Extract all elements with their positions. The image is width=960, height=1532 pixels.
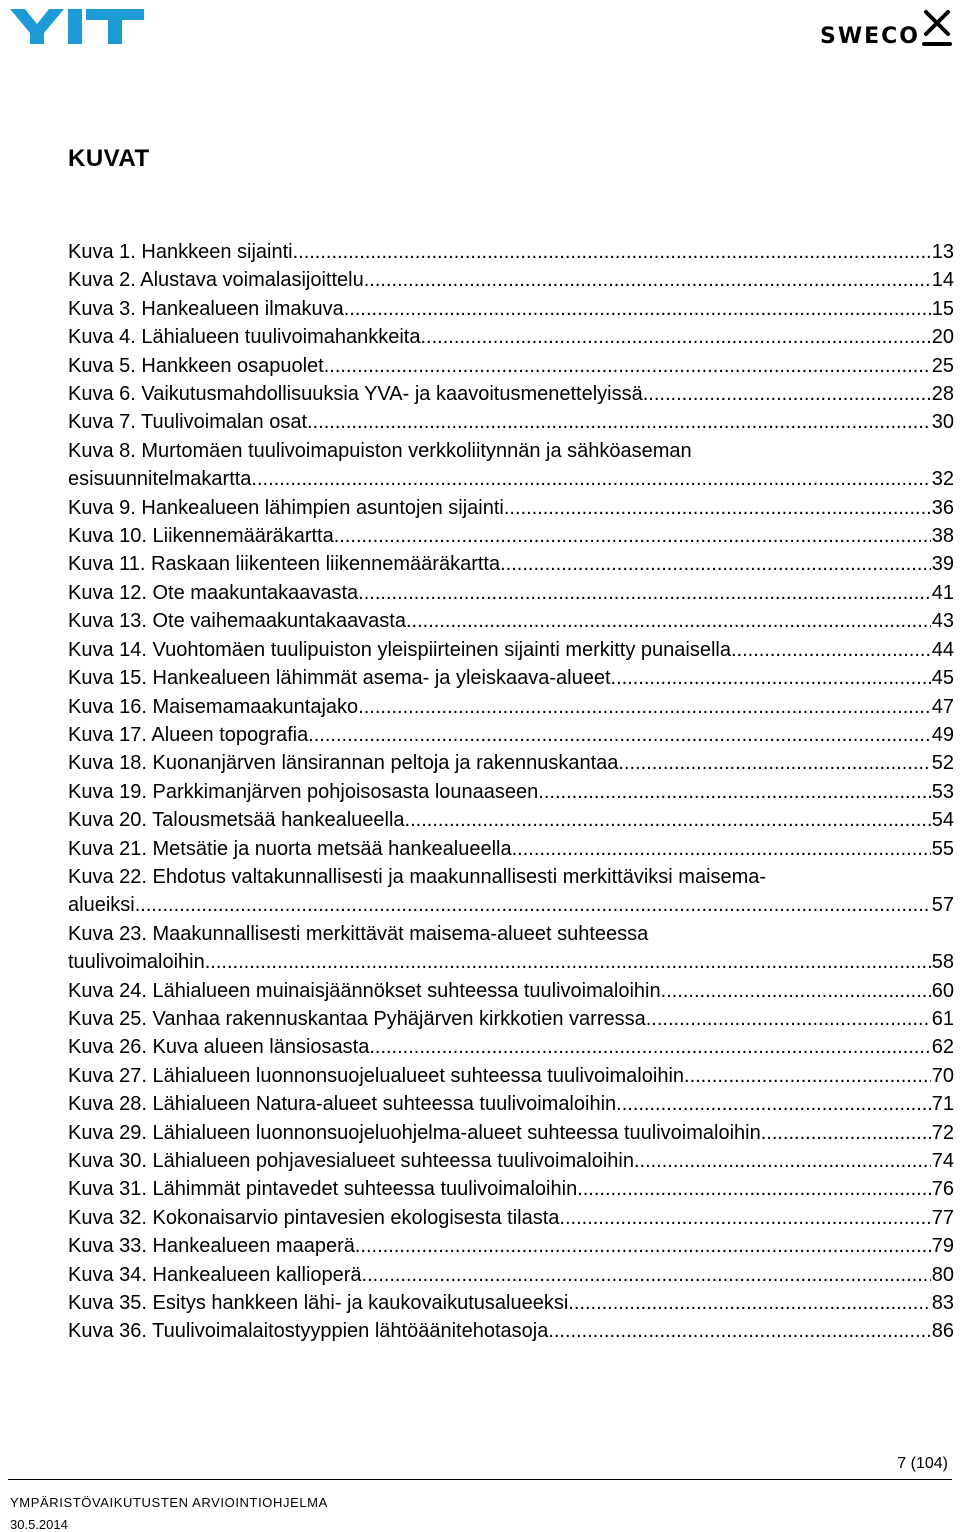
toc-entry-text: Kuva 20. Talousmetsää hankealueella xyxy=(68,809,405,832)
sweco-logo xyxy=(820,8,954,48)
toc-page-number: 52 xyxy=(931,752,954,775)
toc-entry[interactable] xyxy=(68,778,954,806)
toc-entry[interactable] xyxy=(68,863,954,920)
dot-leader xyxy=(731,636,931,664)
sweco-emblem-icon xyxy=(920,8,954,48)
dot-leader xyxy=(640,1147,931,1175)
toc-entry-text: Kuva 19. Parkkimanjärven pohjoisosasta lounaaseen xyxy=(68,780,539,803)
toc-entry[interactable] xyxy=(68,920,954,977)
toc-page-number: 86 xyxy=(931,1320,954,1343)
toc-entry[interactable] xyxy=(68,721,954,749)
toc-page-number: 20 xyxy=(931,326,954,349)
toc-entry-text: Kuva 26. Kuva alueen länsiosasta xyxy=(68,1036,370,1059)
toc-page-number: 60 xyxy=(931,979,954,1002)
dot-leader xyxy=(364,579,931,607)
page-heading: KUVAT xyxy=(68,145,150,172)
toc-entry[interactable] xyxy=(68,408,954,436)
page-number: 7 (104) xyxy=(897,1455,948,1472)
toc-entry-text: Kuva 16. Maisemamaakuntajako. xyxy=(68,695,364,718)
toc-entry-text: Kuva 23. Maakunnallisesti merkittävät maisema-alueet suhteessa xyxy=(68,922,649,945)
toc-entry[interactable] xyxy=(68,266,954,294)
toc-entry[interactable] xyxy=(68,579,954,607)
toc-entry-text: Kuva 22. Ehdotus valtakunnallisesti ja maakunnallisesti merkittäviksi maisema- xyxy=(68,865,767,888)
dot-leader xyxy=(648,380,930,408)
toc-entry-text: Kuva 17. Alueen topografia. xyxy=(68,723,314,746)
dot-leader xyxy=(135,891,931,919)
toc-page-number: 41 xyxy=(931,581,954,604)
dot-leader xyxy=(334,522,931,550)
toc-page-number: 36 xyxy=(931,496,954,519)
toc-entry-text: Kuva 31. Lähimmät pintavedet suhteessa tuulivoimaloihin. xyxy=(68,1178,583,1201)
dot-leader xyxy=(512,835,931,863)
toc-entry[interactable] xyxy=(68,1261,954,1289)
dot-leader xyxy=(369,266,930,294)
toc-entry[interactable] xyxy=(68,437,954,494)
toc-page-number: 49 xyxy=(931,723,954,746)
dot-leader xyxy=(367,1261,931,1289)
toc-entry[interactable] xyxy=(68,380,954,408)
dot-leader xyxy=(646,1005,931,1033)
toc-entry[interactable] xyxy=(68,522,954,550)
toc-entry-text: tuulivoimaloihin. xyxy=(68,951,211,974)
toc-entry-text: Kuva 25. Vanhaa rakennuskantaa Pyhäjärven kirkkotien varressa xyxy=(68,1007,646,1030)
toc-page-number: 25 xyxy=(931,354,954,377)
dot-leader xyxy=(360,1232,930,1260)
toc-entry[interactable] xyxy=(68,977,954,1005)
toc-entry-text: Kuva 21. Metsätie ja nuorta metsää hankealueella xyxy=(68,837,512,860)
dot-leader xyxy=(574,1289,931,1317)
dot-leader xyxy=(538,778,930,806)
toc-entry[interactable] xyxy=(68,749,954,777)
toc-entry[interactable] xyxy=(68,664,954,692)
dot-leader xyxy=(314,721,931,749)
toc-page-number: 79 xyxy=(931,1235,954,1258)
toc-entry[interactable] xyxy=(68,1232,954,1260)
toc-entry-text: Kuva 34. Hankealueen kallioperä. xyxy=(68,1263,368,1286)
toc-entry[interactable] xyxy=(68,636,954,664)
dot-leader xyxy=(298,238,931,266)
toc-page-number: 83 xyxy=(931,1292,954,1315)
toc-page-number: 54 xyxy=(931,809,954,832)
toc-entry[interactable] xyxy=(68,295,954,323)
toc-entry-text: Kuva 4. Lähialueen tuulivoimahankkeita. xyxy=(68,326,427,349)
toc-entry-text: Kuva 27. Lähialueen luonnonsuojelualueet suhteessa tuulivoimaloihin. xyxy=(68,1064,690,1087)
toc-page-number: 44 xyxy=(931,638,954,661)
toc-entry-text: Kuva 35. Esitys hankkeen lähi- ja kaukovaikutusalueeksi. xyxy=(68,1292,574,1315)
toc-entry-text: Kuva 8. Murtomäen tuulivoimapuiston verkkoliitynnän ja sähköaseman xyxy=(68,439,692,462)
toc-page-number: 39 xyxy=(931,553,954,576)
dot-leader xyxy=(583,1175,931,1203)
toc-entry[interactable] xyxy=(68,835,954,863)
toc-entry[interactable] xyxy=(68,1317,954,1345)
toc-entry[interactable] xyxy=(68,1005,954,1033)
dot-leader xyxy=(616,664,931,692)
toc-entry-text: Kuva 12. Ote maakuntakaavasta. xyxy=(68,581,364,604)
toc-entry[interactable] xyxy=(68,1147,954,1175)
toc-page-number: 38 xyxy=(931,525,954,548)
dot-leader xyxy=(329,352,930,380)
toc-entry[interactable] xyxy=(68,607,954,635)
dot-leader xyxy=(690,1062,931,1090)
toc-page-number: 58 xyxy=(931,951,954,974)
toc-entry-text: Kuva 24. Lähialueen muinaisjäännökset suhteessa tuulivoimaloihin. xyxy=(68,979,667,1002)
toc-entry[interactable] xyxy=(68,1289,954,1317)
dot-leader xyxy=(500,550,931,578)
toc-entry-text: Kuva 13. Ote vaihemaakuntakaavasta. xyxy=(68,610,412,633)
toc-page-number: 80 xyxy=(931,1263,954,1286)
toc-page-number: 77 xyxy=(931,1206,954,1229)
dot-leader xyxy=(412,607,931,635)
toc-entry[interactable] xyxy=(68,238,954,266)
toc-entry-text: Kuva 1. Hankkeen sijainti. xyxy=(68,241,299,263)
dot-leader xyxy=(766,1119,930,1147)
toc-page-number: 14 xyxy=(931,269,954,292)
toc-page-number: 30 xyxy=(931,411,954,434)
toc-page-number: 62 xyxy=(931,1036,954,1059)
toc-entry-text: Kuva 5. Hankkeen osapuolet. xyxy=(68,354,330,377)
toc-entry-text: Kuva 14. Vuohtomäen tuulipuiston yleispiirteinen sijainti merkitty punaisella xyxy=(68,638,731,661)
dot-leader xyxy=(369,1033,930,1061)
toc-page-number: 71 xyxy=(931,1093,954,1116)
toc-page-number: 61 xyxy=(931,1007,954,1030)
toc-entry[interactable] xyxy=(68,806,954,834)
toc-entry-text: Kuva 32. Kokonaisarvio pintavesien ekologisesta tilasta. xyxy=(68,1206,565,1229)
footer-divider xyxy=(8,1479,952,1480)
toc-page-number: 70 xyxy=(931,1064,954,1087)
footer-date: 30.5.2014 xyxy=(10,1517,68,1532)
figure-list xyxy=(68,238,954,1346)
toc-entry[interactable] xyxy=(68,550,954,578)
dot-leader xyxy=(509,494,930,522)
toc-page-number: 32 xyxy=(931,468,954,491)
toc-entry[interactable] xyxy=(68,494,954,522)
toc-entry[interactable] xyxy=(68,352,954,380)
toc-entry-text: Kuva 30. Lähialueen pohjavesialueet suhteessa tuulivoimaloihin. xyxy=(68,1150,640,1172)
toc-entry-text: alueiksi xyxy=(68,894,135,917)
sweco-wordmark: SWECO xyxy=(820,24,920,49)
dot-leader xyxy=(622,1090,931,1118)
dot-leader xyxy=(349,295,930,323)
toc-entry[interactable] xyxy=(68,1033,954,1061)
toc-entry-text: esisuunnitelmakartta. xyxy=(68,468,257,491)
toc-entry-text: Kuva 11. Raskaan liikenteen liikennemääräkartta xyxy=(68,553,501,576)
yit-logo xyxy=(10,9,144,50)
toc-page-number: 72 xyxy=(931,1121,954,1144)
dot-leader xyxy=(405,806,931,834)
toc-entry-text: Kuva 33. Hankealueen maaperä. xyxy=(68,1235,361,1258)
dot-leader xyxy=(307,408,931,436)
toc-entry[interactable] xyxy=(68,1062,954,1090)
toc-entry-text: Kuva 18. Kuonanjärven länsirannan peltoja ja rakennuskantaa xyxy=(68,752,619,775)
dot-leader xyxy=(666,977,931,1005)
dot-leader xyxy=(364,693,931,721)
dot-leader xyxy=(565,1204,931,1232)
toc-page-number: 28 xyxy=(931,383,954,406)
dot-leader xyxy=(618,749,930,777)
toc-page-number: 74 xyxy=(931,1150,954,1172)
dot-leader xyxy=(257,465,931,493)
toc-entry-text: Kuva 28. Lähialueen Natura-alueet suhteessa tuulivoimaloihin. xyxy=(68,1093,622,1116)
toc-entry-text: Kuva 3. Hankealueen ilmakuva. xyxy=(68,297,350,320)
toc-entry-text: Kuva 15. Hankealueen lähimmät asema- ja yleiskaava-alueet. xyxy=(68,667,617,690)
toc-page-number: 15 xyxy=(931,297,954,320)
toc-entry-text: Kuva 36. Tuulivoimalaitostyyppien lähtöäänitehotasoja. xyxy=(68,1320,554,1343)
dot-leader xyxy=(426,323,931,351)
toc-page-number: 53 xyxy=(931,780,954,803)
toc-entry-text: Kuva 29. Lähialueen luonnonsuojeluohjelma-alueet suhteessa tuulivoimaloihin. xyxy=(68,1121,767,1144)
dot-leader xyxy=(210,948,930,976)
toc-page-number: 55 xyxy=(931,837,954,860)
toc-entry-text: Kuva 2. Alustava voimalasijoittelu. xyxy=(68,269,370,292)
toc-page-number: 57 xyxy=(931,894,954,917)
toc-entry[interactable] xyxy=(68,1119,954,1147)
toc-entry-text: Kuva 6. Vaikutusmahdollisuuksia YVA- ja kaavoitusmenettelyissä. xyxy=(68,383,649,406)
toc-entry-text: Kuva 9. Hankealueen lähimpien asuntojen sijainti. xyxy=(68,496,510,519)
toc-entry[interactable] xyxy=(68,323,954,351)
toc-page-number: 45 xyxy=(931,667,954,690)
toc-page-number: 13 xyxy=(931,241,954,263)
toc-entry[interactable] xyxy=(68,1175,954,1203)
footer-document-title: YMPÄRISTÖVAIKUTUSTEN ARVIOINTIOHJELMA xyxy=(10,1495,328,1510)
toc-entry[interactable] xyxy=(68,1204,954,1232)
toc-page-number: 47 xyxy=(931,695,954,718)
toc-entry-text: Kuva 10. Liikennemääräkartta xyxy=(68,525,334,548)
toc-page-number: 76 xyxy=(931,1178,954,1201)
dot-leader xyxy=(554,1317,931,1345)
toc-entry[interactable] xyxy=(68,1090,954,1118)
toc-entry[interactable] xyxy=(68,693,954,721)
toc-entry-text: Kuva 7. Tuulivoimalan osat xyxy=(68,411,308,434)
toc-page-number: 43 xyxy=(931,610,954,633)
